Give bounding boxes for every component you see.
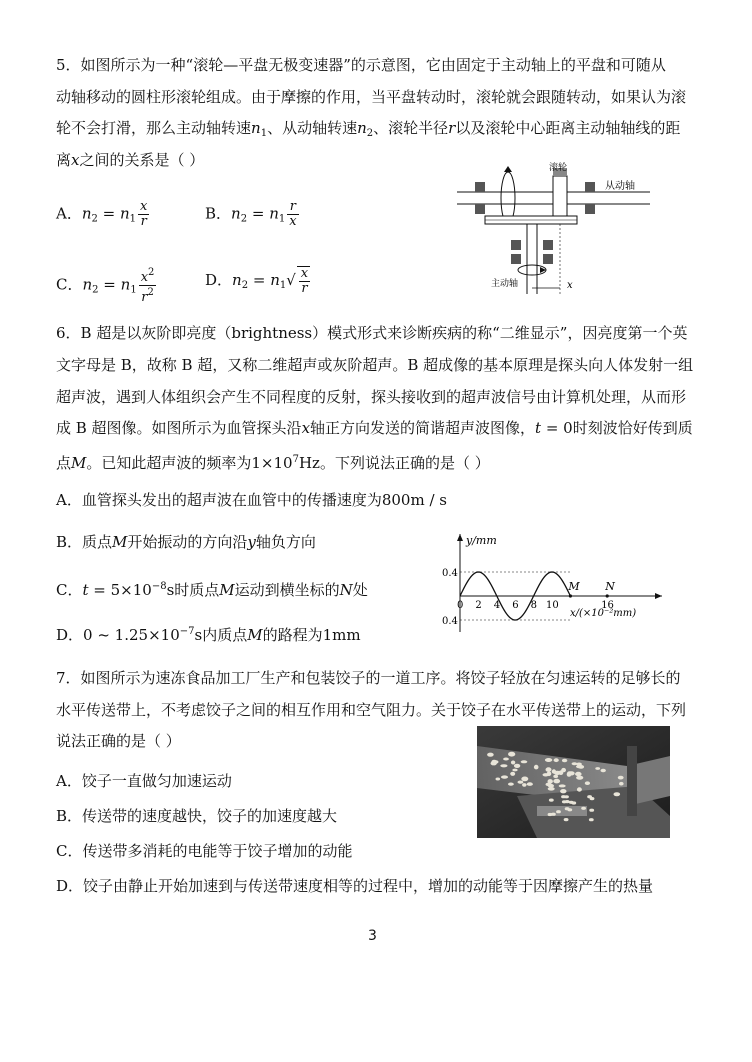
dumpling-shape <box>567 808 572 811</box>
dumpling-shape <box>534 765 539 770</box>
x-axis-label: x/(×10⁻²mm) <box>570 608 637 619</box>
q7-option-d[interactable]: D．饺子由静止开始加速到与传送带速度相等的过程中，增加的动能等于因摩擦产生的热量 <box>56 877 654 895</box>
dumpling-shape <box>601 769 606 773</box>
point-label-m: M <box>568 580 580 593</box>
dumpling-shape <box>554 771 561 775</box>
q5-line2: 动轴移动的圆柱形滚轮组成。由于摩擦的作用，当平盘转动时，滚轮就会跟随转动，如果认为滚 <box>56 88 687 106</box>
dumpling-shape <box>543 773 549 776</box>
dumpling-shape <box>522 783 526 787</box>
dumpling-shape <box>551 813 556 816</box>
q6-line3: 超声波，遇到人体组织会产生不同程度的反射，探头接收到的超声波信号由计算机处理，从而形 <box>56 388 687 406</box>
y-tick-label: 0.4 <box>442 616 458 627</box>
q6-option-c[interactable]: C．$t = 5\times 10^{-8}s$时质点M运动到横坐标的N处 <box>56 581 368 599</box>
dumpling-shape <box>500 764 507 767</box>
dumpling-shape <box>587 795 592 798</box>
dumpling-shape <box>503 758 509 761</box>
dumpling-shape <box>562 759 567 763</box>
point-label-n: N <box>605 580 615 593</box>
dumpling-shape <box>560 789 566 793</box>
dumpling-shape <box>521 760 528 763</box>
dumpling-shape <box>514 764 520 768</box>
x-tick-label: 2 <box>475 600 482 611</box>
dumpling-shape <box>554 758 559 762</box>
dumpling-shape <box>567 772 572 777</box>
dumpling-conveyor-photo <box>477 726 670 838</box>
q5-option-c[interactable]: C．$n_2 = n_1$ $\frac{x^2}{r^2}$ <box>56 267 155 305</box>
dumpling-shape <box>576 776 583 780</box>
dumpling-shape <box>501 775 508 778</box>
dumpling-shape <box>487 753 494 757</box>
dumpling-shape <box>572 762 578 765</box>
driven-shaft-label: 从动轴 <box>605 181 635 192</box>
dumpling-shape <box>571 801 576 804</box>
dumpling-shape <box>564 818 569 821</box>
dumpling-shape <box>491 760 497 765</box>
dumpling-shape <box>548 779 553 784</box>
q6-line1: 6．B 超是以灰阶即亮度（brightness）模式形式来诊断疾病的称“二维显示”，因亮度第一个英 <box>56 324 688 342</box>
x-tick-label: 4 <box>493 600 501 611</box>
q5-option-d[interactable]: D．$n_2 = n_1√$ $\frac{x}{r}$ <box>205 266 309 296</box>
dumpling-shape <box>512 769 517 772</box>
x-tick-label: 16 <box>601 600 614 611</box>
point-n <box>606 594 609 597</box>
q5-option-a[interactable]: A．$n_2 = n_1$ $\frac{x}{r}$ <box>56 199 148 229</box>
x-tick-label: 8 <box>530 600 537 611</box>
dumpling-shape <box>546 767 552 772</box>
dumpling-shape <box>581 807 586 810</box>
roller-label: 滚轮 <box>549 163 568 173</box>
y-tick-label: 0.4 <box>442 568 458 579</box>
dumpling-shape <box>562 800 567 803</box>
q7-option-c[interactable]: C．传送带多消耗的电能等于饺子增加的动能 <box>56 842 353 860</box>
dumpling-shape <box>559 784 566 787</box>
q5-line1: 5．如图所示为一种“滚轮—平盘无极变速器”的示意图，它由固定于主动轴上的平盘和可随从 <box>56 56 666 74</box>
point-m <box>569 594 572 597</box>
dumpling-shape <box>589 818 594 821</box>
q7-line3: 说法正确的是（ ） <box>56 732 181 750</box>
q5-option-b[interactable]: B．$n_2 = n_1$ $\frac{r}{x}$ <box>205 199 297 229</box>
q6-line5: 点M。已知此超声波的频率为$1\times 10^7Hz$。下列说法正确的是（ ） <box>56 454 490 472</box>
x-tick-label: 6 <box>512 600 519 611</box>
y-axis-label: y/mm <box>466 534 497 547</box>
dumpling-shape <box>549 799 554 802</box>
dumpling-shape <box>614 792 621 796</box>
distance-x-label: x <box>567 280 573 291</box>
dumpling-shape <box>518 781 524 784</box>
dumpling-shape <box>575 772 582 776</box>
x-tick-label: 10 <box>546 600 559 611</box>
q6-option-b[interactable]: B．质点M开始振动的方向沿y轴负方向 <box>56 533 316 551</box>
dumpling-shape <box>564 795 569 798</box>
dumpling-shape <box>585 781 590 785</box>
q5-line3: 轮不会打滑，那么主动轴转速$n_1$、从动轴转速$n_2$、滚轮半径r以及滚轮中心距离主动轴轴线的距 <box>56 119 681 139</box>
q7-line2: 水平传送带上，不考虑饺子之间的相互作用和空气阻力。关于饺子在水平传送带上的运动，下列 <box>56 701 687 719</box>
dumpling-shape <box>619 782 624 786</box>
variable-speed-transmission-diagram <box>455 158 680 298</box>
q6-option-d[interactable]: D．0 ~ $1.25\times 10^{-7}s$内质点M的路程为1mm <box>56 626 361 644</box>
dumpling-shape <box>510 772 515 776</box>
dumpling-shape <box>556 810 561 813</box>
dumpling-shape <box>521 777 528 782</box>
dumpling-shape <box>595 767 600 770</box>
q6-line4: 成 B 超图像。如图所示为血管探头沿x轴正方向发送的简谐超声波图像，t = 0时刻波恰好传到质 <box>56 419 693 437</box>
ultrasound-wave-chart <box>440 532 670 632</box>
dumpling-shape <box>508 783 514 786</box>
driving-shaft-label: 主动轴 <box>491 279 519 289</box>
q7-option-a[interactable]: A．饺子一直做匀加速运动 <box>56 772 232 790</box>
dumpling-shape <box>589 809 594 812</box>
dumpling-shape <box>553 779 560 784</box>
dumpling-shape <box>511 761 515 765</box>
q6-line2: 文字母是 B，故称 B 超，又称二维超声或灰阶超声。B 超成像的基本原理是探头向人体发射一组 <box>56 356 694 374</box>
q6-option-a[interactable]: A．血管探头发出的超声波在血管中的传播速度为800m / s <box>56 491 447 509</box>
q5-line4: 离x之间的关系是（ ） <box>56 151 205 169</box>
dumpling-shape <box>508 752 513 755</box>
dumpling-shape <box>576 765 582 768</box>
q7-line1: 7．如图所示为速冻食品加工厂生产和包装饺子的一道工序。将饺子轻放在匀速运转的足够长的 <box>56 669 681 687</box>
dumpling-shape <box>545 758 552 762</box>
q7-option-b[interactable]: B．传送带的速度越快，饺子的加速度越大 <box>56 807 338 825</box>
x-tick-label: 0 <box>457 600 464 611</box>
dumpling-shape <box>548 787 555 791</box>
dumpling-shape <box>527 782 533 786</box>
dumpling-shape <box>553 775 558 778</box>
dumpling-shape <box>577 787 582 791</box>
dumpling-shape <box>618 776 624 780</box>
dumpling-shape <box>496 778 501 781</box>
page-number: 3 <box>368 928 377 944</box>
